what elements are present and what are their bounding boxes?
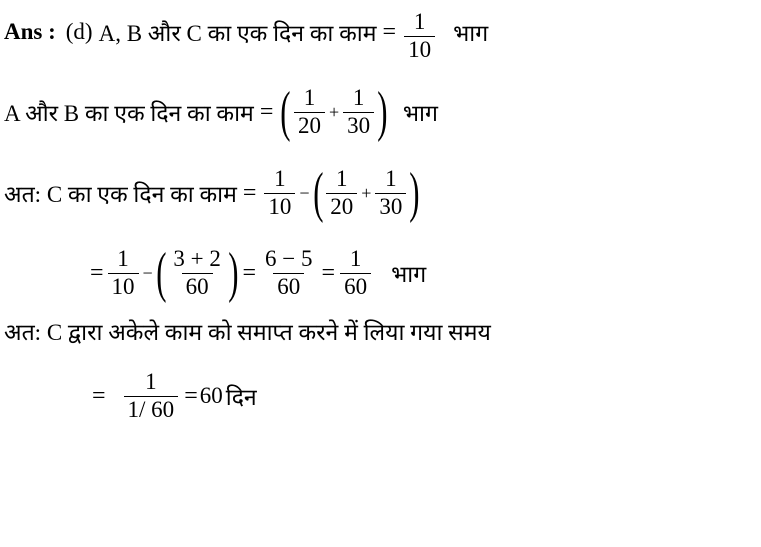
minus-sign: − — [142, 262, 153, 283]
numerator: 6 − 5 — [265, 246, 313, 272]
fraction — [294, 85, 325, 139]
plus-sign: + — [329, 101, 340, 122]
numerator: 1 — [117, 246, 129, 272]
numerator: 1 — [335, 166, 348, 192]
fraction — [340, 246, 371, 300]
line5-text: अत: C द्वारा अकेले काम को समाप्त करने में लिया गया समय — [4, 320, 491, 345]
plus-sign: + — [361, 182, 372, 203]
line3-text: अत: C का एक दिन का काम — [4, 182, 237, 207]
answer-line-4 — [90, 242, 427, 304]
equals-sign: = — [242, 179, 257, 206]
denominator: 30 — [343, 112, 374, 139]
answer-line-3 — [4, 162, 421, 224]
denominator: 10 — [404, 36, 435, 63]
numerator: 1 — [352, 85, 365, 111]
equals-sign: = — [321, 259, 336, 286]
denominator: 20 — [294, 112, 325, 139]
fraction — [343, 85, 374, 139]
right-paren: ) — [228, 242, 239, 304]
fraction — [261, 246, 316, 300]
option-label: (d) — [65, 19, 93, 44]
numerator: 3 + 2 — [173, 246, 221, 272]
equals-sign: = — [259, 98, 274, 125]
numerator: 1 — [274, 166, 286, 192]
fraction — [108, 246, 139, 300]
left-paren: ( — [280, 81, 291, 143]
line1-text: A, B और C का एक दिन का काम — [98, 21, 377, 46]
left-paren: ( — [312, 162, 324, 224]
denominator: 30 — [375, 193, 406, 220]
ans-label: Ans : — [4, 19, 56, 44]
answer-line-2 — [4, 81, 438, 143]
denominator: 10 — [264, 193, 295, 220]
minus-sign: − — [299, 182, 310, 203]
equals-sign: = — [92, 382, 106, 409]
fraction — [264, 166, 295, 220]
equals-sign: = — [90, 259, 104, 286]
numerator: 1 — [303, 85, 316, 111]
unit-label: दिन — [225, 385, 257, 410]
denominator: 1/ 60 — [124, 396, 179, 423]
numerator: 1 — [349, 246, 362, 272]
numerator: 1 — [145, 369, 157, 395]
left-paren: ( — [155, 242, 167, 304]
fraction — [124, 369, 179, 423]
denominator: 60 — [182, 273, 213, 300]
unit-label: भाग — [453, 21, 489, 46]
fraction — [404, 9, 435, 63]
right-paren: ) — [409, 162, 420, 224]
denominator: 10 — [108, 273, 139, 300]
fraction — [169, 246, 224, 300]
denominator: 60 — [273, 273, 304, 300]
unit-label: भाग — [402, 101, 438, 126]
numerator: 1 — [413, 9, 426, 35]
unit-label: भाग — [391, 262, 427, 287]
answer-line-6 — [92, 369, 257, 422]
fraction — [375, 166, 406, 220]
fraction — [326, 166, 357, 220]
equals-sign: = — [184, 382, 198, 409]
result-value: 60 — [199, 383, 223, 408]
denominator: 60 — [340, 273, 371, 300]
line2-text: A और B का एक दिन का काम — [4, 101, 254, 126]
denominator: 20 — [326, 193, 357, 220]
equals-sign: = — [382, 18, 397, 45]
answer-line-5 — [4, 311, 491, 351]
equals-sign: = — [242, 259, 257, 286]
numerator: 1 — [385, 166, 397, 192]
answer-line-1 — [4, 9, 489, 62]
right-paren: ) — [377, 81, 388, 143]
